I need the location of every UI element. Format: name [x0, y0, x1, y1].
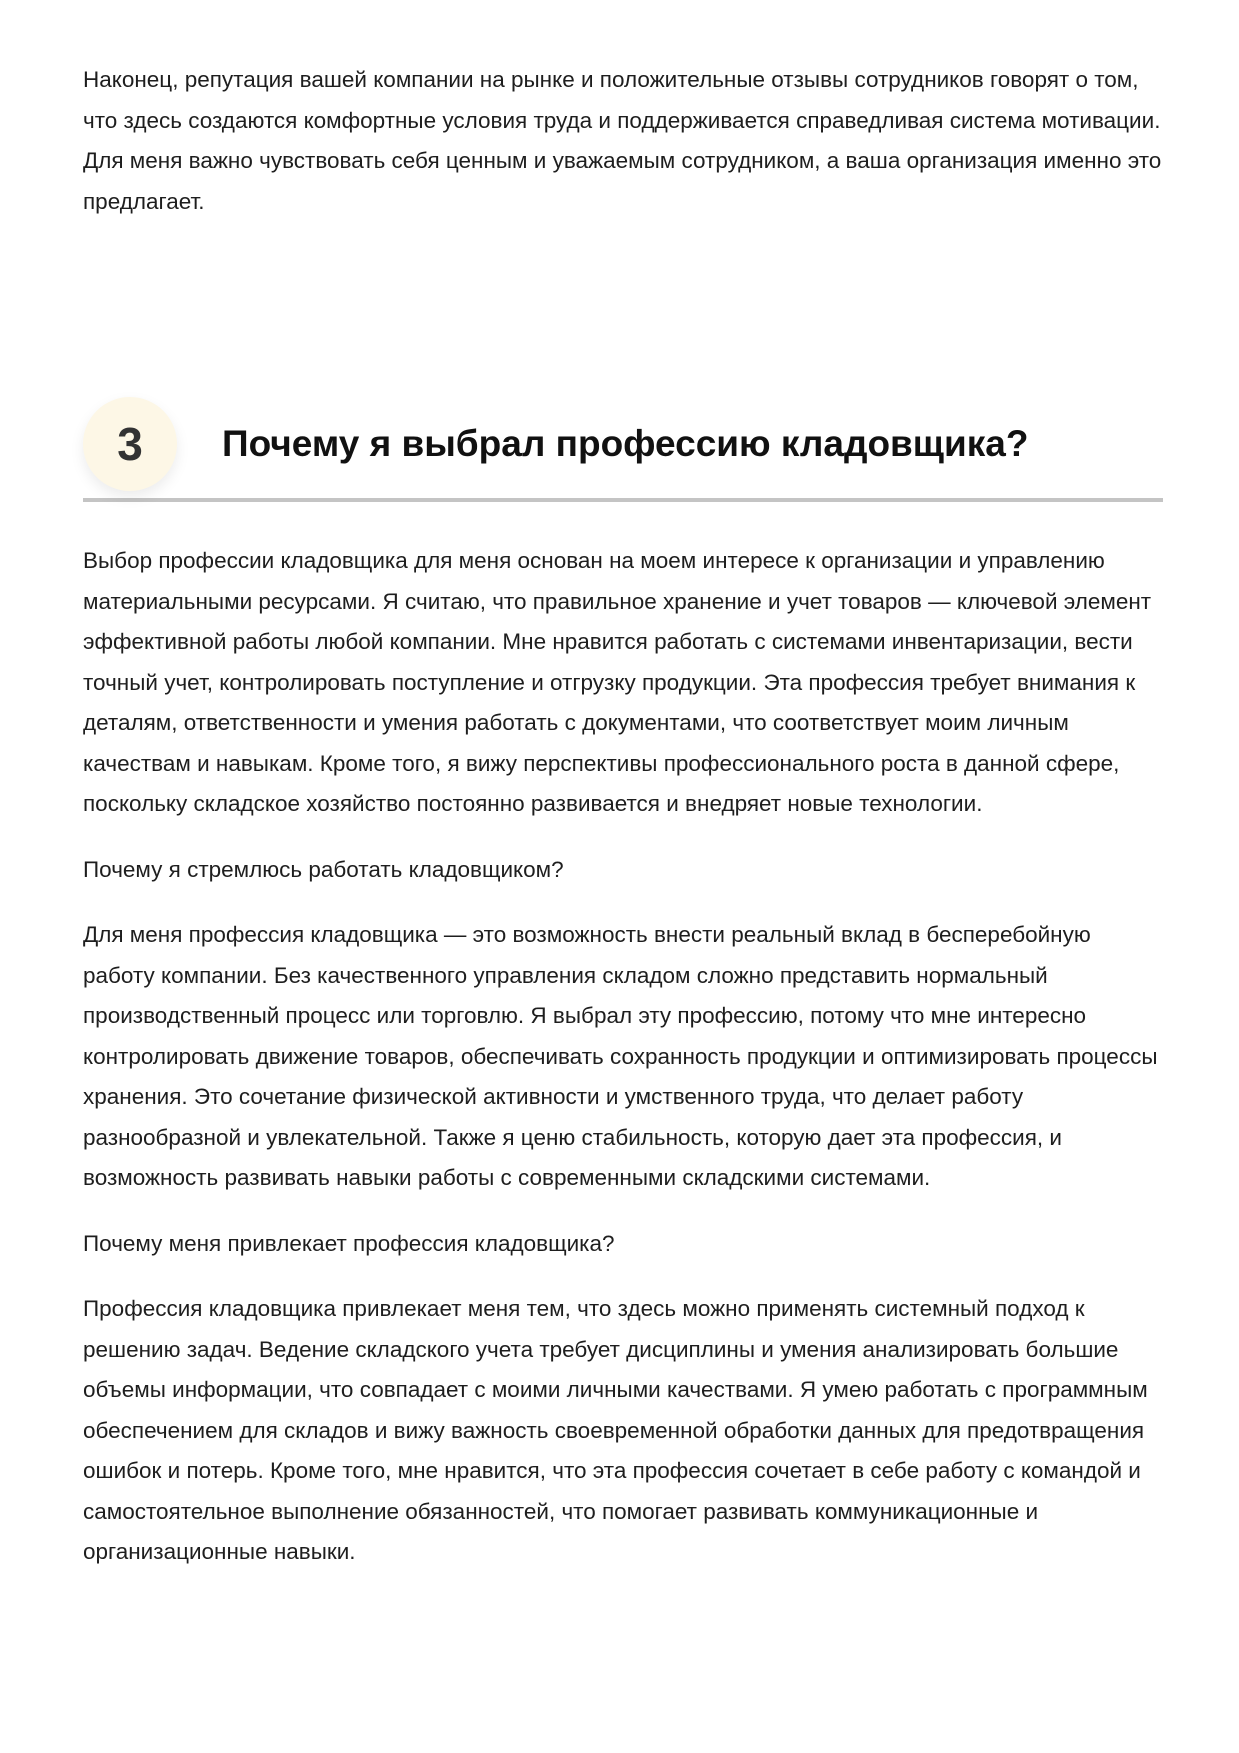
section-header [83, 395, 1163, 502]
paragraph: Выбор профессии кладовщика для меня основан на моем интересе к организации и управлению материальными ресурсами. Я считаю, что правильное хранение и учет товаров — ключевой элемент эффективной работы любой компании. Мне нравится работать с системами инвентаризации, вести точный учет, контролировать поступление и отгрузку продукции. Эта профессия требует внимания к деталям, ответственности и умения работать с документами, что соответствует моим личным качествам и навыкам. Кроме того, я вижу перспективы профессионального роста в данной сфере, поскольку складское хозяйство постоянно развивается и внедряет новые технологии. [83, 548, 1152, 816]
intro-block [83, 60, 1165, 247]
section-title: Почему я выбрал профессию кладовщика? [222, 423, 1029, 464]
paragraph: Для меня профессия кладовщика — это возможность внести реальный вклад в бесперебойную работу компании. Без качественного управления складом сложно представить нормальный производственный процесс или торговлю. Я выбрал эту профессию, потому что мне интересно контролировать движение товаров, обеспечивать сохранность продукции и оптимизировать процессы хранения. Это сочетание физической активности и умственного труда, что делает работу разнообразной и увлекательной. Также я ценю стабильность, которую дает эта профессия, и возможность развивать навыки работы с современными складскими системами. [83, 922, 1158, 1190]
section-body [83, 541, 1165, 1598]
paragraph: Профессия кладовщика привлекает меня тем, что здесь можно применять системный подход к решению задач. Ведение складского учета требует дисциплины и умения анализировать большие объемы информации, что совпадает с моими личными качествами. Я умею работать с программным обеспечением для складов и вижу важность своевременной обработки данных для предотвращения ошибок и потерь. Кроме того, мне нравится, что эта профессия сочетает в себе работу с командой и самостоятельное выполнение обязанностей, что помогает развивать коммуникационные и организационные навыки. [83, 1296, 1148, 1564]
subheading: Почему меня привлекает профессия кладовщика? [83, 1230, 615, 1256]
subheading: Почему я стремлюсь работать кладовщиком? [83, 856, 564, 882]
section-number-badge: 3 [83, 397, 177, 491]
intro-paragraph: Наконец, репутация вашей компании на рынке и положительные отзывы сотрудников говорят о том, что здесь создаются комфортные условия труда и поддерживается справедливая система мотивации. Для меня важно чувствовать себя ценным и уважаемым сотрудником, а ваша организация именно это предлагает. [83, 67, 1162, 214]
